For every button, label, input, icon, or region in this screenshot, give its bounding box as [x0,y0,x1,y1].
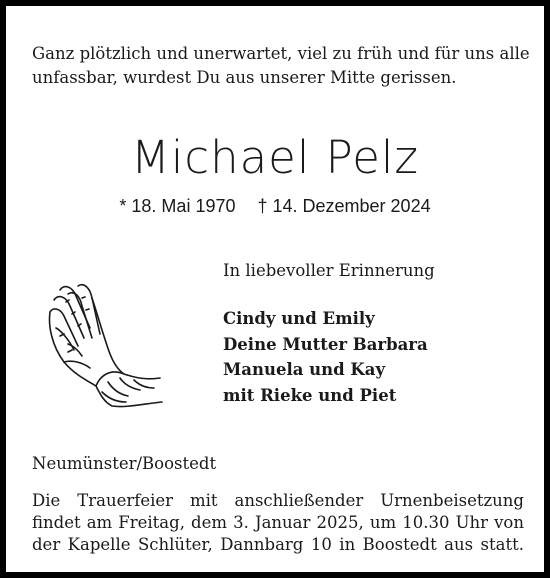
funeral-notice [32,490,524,556]
life-dates [6,194,544,218]
praying-hands-icon [38,276,168,410]
birth-date: * 18. Mai 1970 [119,196,236,216]
memory-heading: In liebevoller Erinnerung [223,261,435,280]
family-list [223,306,428,408]
intro-text [32,42,532,90]
family-line: mit Rieke und Piet [223,385,397,405]
notice-line-1: Die Trauerfeier mit anschließender Urnenbeisetzung [32,491,524,510]
family-line: Cindy und Emily [223,309,375,328]
family-line: Deine Mutter Barbara [223,334,428,354]
death-date: † 14. Dezember 2024 [257,196,431,216]
intro-line-2: unfassbar, wurdest Du aus unserer Mitte gerissen. [32,68,457,87]
family-line: Manuela und Kay [223,360,386,379]
notice-line-3: der Kapelle Schlüter, Dannbarg 10 in Boostedt aus statt. [32,535,524,554]
notice-line-2: findet am Freitag, dem 3. Januar 2025, um 10.30 Uhr von [32,513,524,532]
place: Neumünster/Boostedt [32,454,217,473]
deceased-name: Michael Pelz [131,131,419,184]
intro-line-1: Ganz plötzlich und unerwartet, viel zu früh und für uns alle [32,44,530,63]
